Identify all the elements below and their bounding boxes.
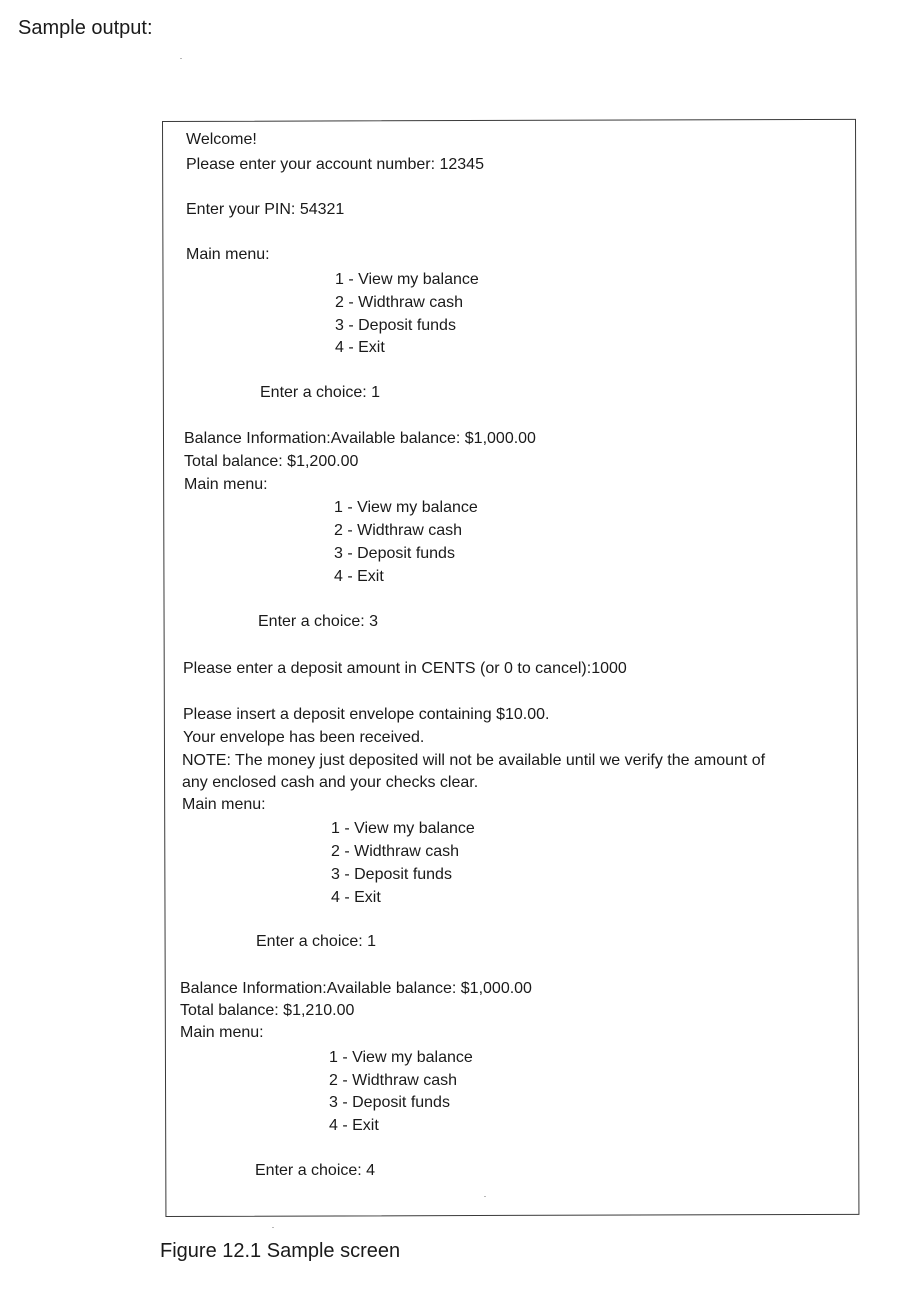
menu-item-view-balance: 1 - View my balance xyxy=(335,271,479,288)
balance-information: Balance Information:Available balance: $1,000.00 xyxy=(180,980,532,997)
main-menu-title: Main menu: xyxy=(184,476,268,493)
menu-item-withdraw-cash: 2 - Widthraw cash xyxy=(331,843,460,860)
main-menu-title: Main menu: xyxy=(180,1024,264,1041)
choice-prompt: Enter a choice: 3 xyxy=(258,613,379,630)
sample-output-heading: Sample output: xyxy=(18,17,153,39)
main-menu-title: Main menu: xyxy=(182,796,266,813)
menu-item-exit: 4 - Exit xyxy=(331,889,381,906)
menu-item-withdraw-cash: 2 - Widthraw cash xyxy=(335,294,464,311)
menu-item-deposit-funds: 3 - Deposit funds xyxy=(335,317,456,334)
choice-prompt: Enter a choice: 4 xyxy=(255,1162,376,1179)
menu-item-view-balance: 1 - View my balance xyxy=(334,499,478,516)
pin-prompt: Enter your PIN: 54321 xyxy=(186,201,345,218)
choice-prompt: Enter a choice: 1 xyxy=(256,933,377,950)
welcome-text: Welcome! xyxy=(186,131,257,148)
scan-speck xyxy=(272,1227,274,1228)
deposit-note-line: any enclosed cash and your checks clear. xyxy=(182,774,479,791)
menu-item-deposit-funds: 3 - Deposit funds xyxy=(331,866,452,883)
menu-item-view-balance: 1 - View my balance xyxy=(329,1049,473,1066)
scan-speck xyxy=(484,1196,486,1197)
account-number-prompt: Please enter your account number: 12345 xyxy=(186,156,484,173)
menu-item-deposit-funds: 3 - Deposit funds xyxy=(329,1094,450,1111)
menu-item-exit: 4 - Exit xyxy=(335,339,385,356)
total-balance: Total balance: $1,210.00 xyxy=(180,1002,355,1019)
scan-speck xyxy=(180,58,182,59)
choice-prompt: Enter a choice: 1 xyxy=(260,384,381,401)
deposit-amount-prompt: Please enter a deposit amount in CENTS (or 0 to cancel):1000 xyxy=(183,660,627,677)
menu-item-withdraw-cash: 2 - Widthraw cash xyxy=(329,1072,458,1089)
balance-information: Balance Information:Available balance: $1,000.00 xyxy=(184,430,536,447)
menu-item-withdraw-cash: 2 - Widthraw cash xyxy=(334,522,463,539)
main-menu-title: Main menu: xyxy=(186,246,270,263)
menu-item-view-balance: 1 - View my balance xyxy=(331,820,475,837)
figure-caption: Figure 12.1 Sample screen xyxy=(160,1240,401,1262)
menu-item-exit: 4 - Exit xyxy=(329,1117,379,1134)
total-balance: Total balance: $1,200.00 xyxy=(184,453,359,470)
envelope-prompt: Please insert a deposit envelope containing $10.00. xyxy=(183,706,550,723)
menu-item-exit: 4 - Exit xyxy=(334,568,384,585)
envelope-received-text: Your envelope has been received. xyxy=(183,729,425,746)
deposit-note-line: NOTE: The money just deposited will not be available until we verify the amount of xyxy=(182,752,766,769)
menu-item-deposit-funds: 3 - Deposit funds xyxy=(334,545,455,562)
